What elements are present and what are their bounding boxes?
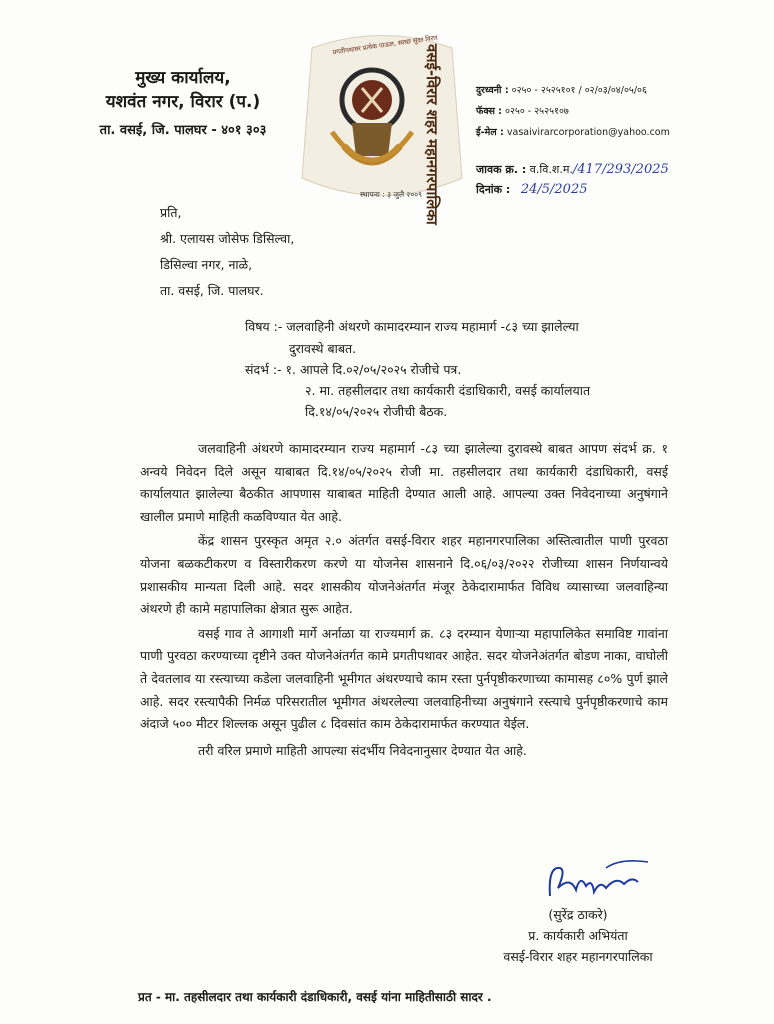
subject-line-2: दुरावस्थे बाबत. [289,341,357,356]
signature-block [468,904,688,967]
phone-label: दुरध्वनी : [476,85,509,96]
recipient-name: श्री. एलायस जोसेफ डिसिल्वा, [160,231,295,246]
email-label: ई-मेल : [476,127,504,138]
outward-prefix: व.वि.श.म. [529,163,573,176]
office-name: मुख्य कार्यालय, [135,68,231,88]
reference-item-2-cont: दि.१४/०५/२०२५ रोजीची बैठक. [305,404,448,419]
recipient-block [160,200,294,304]
subject-line-1: विषय :- जलवाहिनी अंथरणे कामादरम्यान राज्य महामार्ग -८३ च्या झालेल्या [245,319,579,334]
copy-to-line: प्रत - मा. तहसीलदार तथा कार्यकारी दंडाधिकारी, वसई यांना माहितीसाठी सादर . [138,990,492,1004]
signatory-designation: प्र. कार्यकारी अभियंता [528,928,628,943]
handwritten-signature [520,856,670,906]
body-paragraph-1: जलवाहिनी अंथरणे कामादरम्यान राज्य महामार्ग -८३ च्या झालेल्या दुरावस्थे बाबत आपण संदर्भ क्र. १ अन्वये निवेदन दिले असून याबाबत दि.१४/०५/२०२५ रोजी मा. तहसीलदार तथा कार्यकारी दंडाधिकारी, वसई कार्यालयात झालेल्या बैठकीत आपणास याबाबत माहिती देण्यात आली आहे. आपल्या उक्त निवेदनाच्या अनुषंगाने खालील प्रमाणे माहिती कळविण्यात येत आहे. [140,441,668,524]
body-paragraph-3: वसई गाव ते आगाशी मार्गे अर्नाळा या राज्यमार्ग क्र. ८३ दरम्यान येणाऱ्या महापालिकेत समाविष्ट गावांना पाणी पुरवठा करण्याच्या दृष्टीने उक्त योजनेअंतर्गत कामे प्रगतीपथावर आहेत. सदर योजनेअंतर्गत बोडण नाका, वाघोली ते देवतलाव या रस्त्याच्या कडेला जलवाहिनी भूमीगत अंथरण्याचे काम रस्ता पुर्नपृष्ठीकरणाच्या कामासह ८०% पुर्ण झाले आहे. सदर रस्त्यापैकी निर्मळ परिसरातील भूमीगत अंथरलेल्या जलवाहिनीच्या अनुषंगाने रस्त्याचे पुर्नपृष्ठीकरणाचे काम अंदाजे ५०० मीटर शिल्लक असून पुढील ८ दिवसांत काम ठेकेदारामार्फत करण्यात येईल. [140,625,668,732]
subject-block [245,316,715,360]
outward-label: जावक क्र. : [476,163,527,176]
office-location: यशवंत नगर, विरार (प.) [105,92,261,112]
fax-value: ०२५० - २५२५१०७ [505,106,569,117]
corporation-seal-logo [292,28,470,225]
seal-top-text: प्रगतीपथावर प्रत्येक पाऊल, स्वच्छ सुंदर विरार [331,33,439,57]
date-handwritten: 24/5/2025 [520,182,588,197]
recipient-address-2: ता. वसई, जि. पालघर. [160,283,264,298]
fax-label: फॅक्स : [476,106,502,117]
seal-founded-text: स्थापना : ३ जुलै २००९ [359,190,423,199]
office-taluka: ता. वसई, जि. पालघर - ४०१ ३०३ [99,123,267,138]
email-value: vasaivirarcorporation@yahoo.com [506,127,670,138]
recipient-address-1: डिसिल्वा नगर, नाळे, [160,257,253,272]
signatory-organisation: वसई-विरार शहर महानगरपालिका [503,949,653,964]
letter-body [140,438,668,764]
seal-main-text: वसई-विरार शहर महानगरपालिका [423,44,441,225]
signatory-name: (सुरेंद्र ठाकरे) [548,907,608,922]
body-paragraph-2: केंद्र शासन पुरस्कृत अमृत २.० अंतर्गत वसई-विरार शहर महानगरपालिका अस्तित्वातील पाणी पुरवठा योजना बळकटीकरण व विस्तारीकरण करणे या योजनेस शासनाने दि.०६/०३/२०२२ रोजीच्या शासन निर्णयान्वये प्रशासकीय मान्यता दिली आहे. सदर शासकीय योजनेअंतर्गत मंजूर ठेकेदारामार्फत विविध व्यासाच्या जलवाहिन्या अंथरणे ही कामे महापालिका क्षेत्रात सुरू आहेत. [140,533,668,617]
phone-value: ०२५० - २५२५१०१ / ०२/०३/०४/०५/०६ [511,85,647,96]
reference-item-1: संदर्भ :- १. आपले दि.०२/०५/२०२५ रोजीचे पत्र. [245,362,462,377]
reference-list [245,359,715,422]
contact-details [476,80,766,143]
body-paragraph-4: तरी वरिल प्रमाणे माहिती आपल्या संदर्भीय निवेदनानुसार देण्यात येत आहे. [198,742,527,758]
office-address [68,66,298,142]
reference-block [476,160,766,200]
reference-item-2: २. मा. तहसीलदार तथा कार्यकारी दंडाधिकारी, वसई कार्यालयात [305,383,591,398]
date-label: दिनांक : [476,183,511,196]
prati-label: प्रति, [160,205,182,220]
outward-number-handwritten: /417/293/2025 [572,162,669,177]
